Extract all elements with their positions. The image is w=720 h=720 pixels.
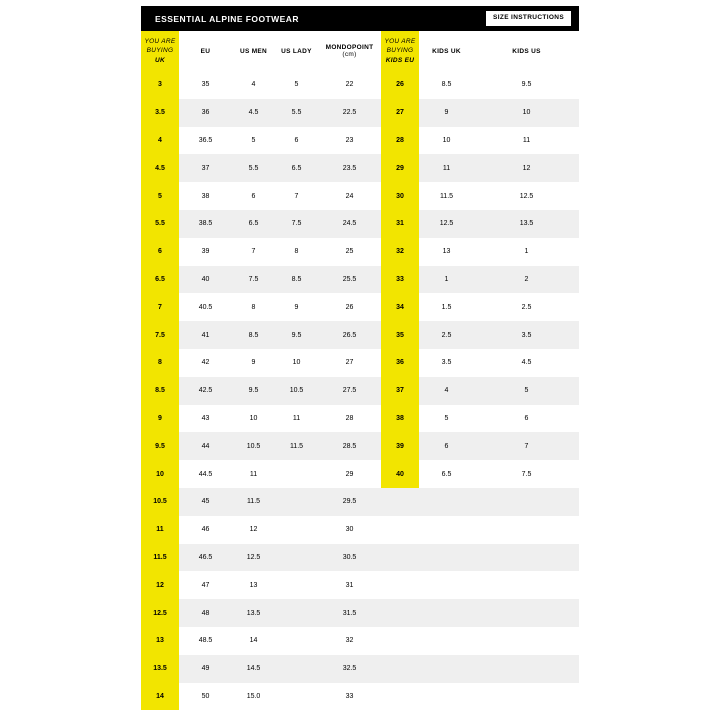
cell-uk: 14 — [141, 683, 179, 711]
cell-us_lady — [275, 599, 318, 627]
cell-eu: 46.5 — [179, 544, 232, 572]
cell-us_men: 12 — [232, 516, 275, 544]
table-row — [141, 71, 579, 99]
cell-us_men: 15.0 — [232, 683, 275, 711]
cell-us_lady: 9 — [275, 293, 318, 321]
cell-kids_eu: 30 — [381, 182, 419, 210]
cell-us_lady — [275, 627, 318, 655]
cell-kids_uk — [419, 544, 474, 572]
cell-us_lady: 6.5 — [275, 154, 318, 182]
cell-kids_uk — [419, 627, 474, 655]
cell-us_lady — [275, 544, 318, 572]
cell-us_lady: 11.5 — [275, 432, 318, 460]
cell-eu: 37 — [179, 154, 232, 182]
table-row — [141, 544, 579, 572]
cell-kids_eu — [381, 599, 419, 627]
table-row — [141, 293, 579, 321]
cell-kids_us: 7.5 — [474, 460, 579, 488]
cell-kids_uk: 6.5 — [419, 460, 474, 488]
cell-kids_eu — [381, 655, 419, 683]
cell-eu: 47 — [179, 571, 232, 599]
table-row — [141, 405, 579, 433]
cell-uk: 10 — [141, 460, 179, 488]
cell-us_men: 10.5 — [232, 432, 275, 460]
cell-kids_us: 6 — [474, 405, 579, 433]
cell-us_men: 11 — [232, 460, 275, 488]
cell-mondo: 24 — [318, 182, 381, 210]
cell-eu: 35 — [179, 71, 232, 99]
cell-mondo: 23.5 — [318, 154, 381, 182]
cell-mondo: 22.5 — [318, 99, 381, 127]
cell-eu: 40.5 — [179, 293, 232, 321]
cell-mondo: 24.5 — [318, 210, 381, 238]
cell-kids_us: 2 — [474, 266, 579, 294]
cell-uk: 5 — [141, 182, 179, 210]
cell-us_men: 5.5 — [232, 154, 275, 182]
cell-us_men: 4.5 — [232, 99, 275, 127]
cell-eu: 46 — [179, 516, 232, 544]
cell-kids_uk: 11.5 — [419, 182, 474, 210]
cell-uk: 8.5 — [141, 377, 179, 405]
cell-uk: 11.5 — [141, 544, 179, 572]
cell-us_men: 7 — [232, 238, 275, 266]
cell-kids_eu — [381, 627, 419, 655]
cell-eu: 48 — [179, 599, 232, 627]
table-row — [141, 460, 579, 488]
cell-kids_us — [474, 683, 579, 711]
cell-mondo: 30.5 — [318, 544, 381, 572]
cell-us_men: 14 — [232, 627, 275, 655]
cell-kids_uk — [419, 655, 474, 683]
cell-us_lady: 7.5 — [275, 210, 318, 238]
cell-us_men: 11.5 — [232, 488, 275, 516]
cell-kids_us: 7 — [474, 432, 579, 460]
cell-kids_us — [474, 516, 579, 544]
cell-eu: 43 — [179, 405, 232, 433]
table-row — [141, 349, 579, 377]
cell-mondo: 22 — [318, 71, 381, 99]
cell-kids_us — [474, 544, 579, 572]
cell-uk: 12 — [141, 571, 179, 599]
cell-uk: 12.5 — [141, 599, 179, 627]
cell-uk: 6.5 — [141, 266, 179, 294]
cell-mondo: 29.5 — [318, 488, 381, 516]
cell-kids_uk — [419, 599, 474, 627]
cell-kids_eu: 26 — [381, 71, 419, 99]
cell-mondo: 26.5 — [318, 321, 381, 349]
cell-kids_eu — [381, 683, 419, 711]
cell-kids_eu: 29 — [381, 154, 419, 182]
cell-us_men: 13 — [232, 571, 275, 599]
table-row — [141, 266, 579, 294]
cell-uk: 6 — [141, 238, 179, 266]
cell-mondo: 25.5 — [318, 266, 381, 294]
table-row — [141, 599, 579, 627]
cell-kids_eu: 33 — [381, 266, 419, 294]
cell-uk: 8 — [141, 349, 179, 377]
cell-us_lady — [275, 516, 318, 544]
cell-eu: 44 — [179, 432, 232, 460]
table-row — [141, 182, 579, 210]
cell-mondo: 31 — [318, 571, 381, 599]
cell-kids_uk — [419, 488, 474, 516]
cell-eu: 39 — [179, 238, 232, 266]
cell-mondo: 27 — [318, 349, 381, 377]
cell-kids_us: 10 — [474, 99, 579, 127]
table-row — [141, 99, 579, 127]
cell-kids_eu: 38 — [381, 405, 419, 433]
cell-kids_eu: 28 — [381, 127, 419, 155]
column-header-mondo: MONDOPOINT (cm) — [318, 31, 381, 71]
cell-us_lady: 10.5 — [275, 377, 318, 405]
cell-mondo: 31.5 — [318, 599, 381, 627]
cell-kids_uk: 1.5 — [419, 293, 474, 321]
cell-kids_eu — [381, 544, 419, 572]
cell-mondo: 30 — [318, 516, 381, 544]
cell-kids_eu: 27 — [381, 99, 419, 127]
cell-uk: 10.5 — [141, 488, 179, 516]
cell-kids_eu: 31 — [381, 210, 419, 238]
cell-uk: 4.5 — [141, 154, 179, 182]
cell-kids_us: 5 — [474, 377, 579, 405]
cell-uk: 4 — [141, 127, 179, 155]
cell-mondo: 32 — [318, 627, 381, 655]
cell-mondo: 33 — [318, 683, 381, 711]
table-row — [141, 683, 579, 711]
cell-kids_uk: 2.5 — [419, 321, 474, 349]
cell-kids_us — [474, 627, 579, 655]
cell-uk: 11 — [141, 516, 179, 544]
column-header-uk: YOU ARE BUYING UK — [141, 31, 179, 71]
cell-kids_uk: 5 — [419, 405, 474, 433]
cell-eu: 41 — [179, 321, 232, 349]
cell-eu: 38.5 — [179, 210, 232, 238]
column-header-kids_eu: YOU ARE BUYING KIDS EU — [381, 31, 419, 71]
cell-mondo: 26 — [318, 293, 381, 321]
table-row — [141, 571, 579, 599]
cell-uk: 3 — [141, 71, 179, 99]
cell-kids_uk: 10 — [419, 127, 474, 155]
cell-kids_eu: 32 — [381, 238, 419, 266]
size-chart-sheet — [141, 6, 579, 710]
cell-kids_eu: 37 — [381, 377, 419, 405]
cell-kids_uk — [419, 571, 474, 599]
cell-eu: 44.5 — [179, 460, 232, 488]
cell-mondo: 32.5 — [318, 655, 381, 683]
cell-uk: 5.5 — [141, 210, 179, 238]
cell-eu: 36.5 — [179, 127, 232, 155]
cell-kids_uk — [419, 683, 474, 711]
cell-kids_us: 9.5 — [474, 71, 579, 99]
cell-kids_uk: 1 — [419, 266, 474, 294]
cell-kids_eu: 39 — [381, 432, 419, 460]
cell-us_men: 6.5 — [232, 210, 275, 238]
cell-kids_uk: 3.5 — [419, 349, 474, 377]
cell-eu: 42.5 — [179, 377, 232, 405]
cell-kids_us: 12.5 — [474, 182, 579, 210]
cell-eu: 50 — [179, 683, 232, 711]
cell-kids_uk: 6 — [419, 432, 474, 460]
cell-kids_us: 12 — [474, 154, 579, 182]
cell-us_men: 9 — [232, 349, 275, 377]
cell-kids_us: 1 — [474, 238, 579, 266]
cell-uk: 13.5 — [141, 655, 179, 683]
cell-eu: 49 — [179, 655, 232, 683]
cell-us_lady: 7 — [275, 182, 318, 210]
cell-kids_eu — [381, 488, 419, 516]
column-header-kids_uk: KIDS UK — [419, 31, 474, 71]
cell-us_lady — [275, 683, 318, 711]
cell-eu: 48.5 — [179, 627, 232, 655]
column-header-us_lady: US LADY — [275, 31, 318, 71]
cell-us_men: 8.5 — [232, 321, 275, 349]
cell-us_lady: 9.5 — [275, 321, 318, 349]
cell-kids_us: 3.5 — [474, 321, 579, 349]
table-row — [141, 321, 579, 349]
cell-uk: 9 — [141, 405, 179, 433]
cell-kids_us — [474, 571, 579, 599]
cell-us_lady: 5 — [275, 71, 318, 99]
cell-us_lady — [275, 571, 318, 599]
column-header-eu: EU — [179, 31, 232, 71]
cell-us_men: 8 — [232, 293, 275, 321]
cell-us_lady: 10 — [275, 349, 318, 377]
cell-uk: 13 — [141, 627, 179, 655]
cell-eu: 42 — [179, 349, 232, 377]
cell-kids_uk: 11 — [419, 154, 474, 182]
column-header-kids_us: KIDS US — [474, 31, 579, 71]
cell-us_men: 7.5 — [232, 266, 275, 294]
cell-mondo: 28 — [318, 405, 381, 433]
cell-us_men: 14.5 — [232, 655, 275, 683]
cell-eu: 45 — [179, 488, 232, 516]
table-row — [141, 655, 579, 683]
table-row — [141, 377, 579, 405]
cell-eu: 38 — [179, 182, 232, 210]
column-header-us_men: US MEN — [232, 31, 275, 71]
table-row — [141, 432, 579, 460]
table-body — [141, 71, 579, 710]
table-row — [141, 627, 579, 655]
cell-us_men: 6 — [232, 182, 275, 210]
cell-us_men: 9.5 — [232, 377, 275, 405]
cell-us_lady: 11 — [275, 405, 318, 433]
cell-us_lady — [275, 488, 318, 516]
cell-kids_us — [474, 599, 579, 627]
cell-uk: 9.5 — [141, 432, 179, 460]
cell-us_lady: 8.5 — [275, 266, 318, 294]
table-row — [141, 154, 579, 182]
cell-us_lady: 6 — [275, 127, 318, 155]
cell-us_men: 10 — [232, 405, 275, 433]
cell-kids_uk: 9 — [419, 99, 474, 127]
cell-kids_us: 11 — [474, 127, 579, 155]
cell-kids_eu: 34 — [381, 293, 419, 321]
cell-kids_uk — [419, 516, 474, 544]
table-row — [141, 127, 579, 155]
chart-header — [141, 6, 579, 31]
cell-us_lady — [275, 460, 318, 488]
table-row — [141, 238, 579, 266]
cell-kids_uk: 4 — [419, 377, 474, 405]
cell-us_men: 13.5 — [232, 599, 275, 627]
table-header-row — [141, 31, 579, 71]
cell-kids_eu: 40 — [381, 460, 419, 488]
cell-uk: 3.5 — [141, 99, 179, 127]
cell-eu: 40 — [179, 266, 232, 294]
cell-kids_uk: 12.5 — [419, 210, 474, 238]
cell-us_lady — [275, 655, 318, 683]
cell-us_men: 5 — [232, 127, 275, 155]
cell-mondo: 27.5 — [318, 377, 381, 405]
cell-us_lady: 5.5 — [275, 99, 318, 127]
cell-us_lady: 8 — [275, 238, 318, 266]
cell-us_men: 12.5 — [232, 544, 275, 572]
table-row — [141, 210, 579, 238]
cell-uk: 7.5 — [141, 321, 179, 349]
cell-kids_us: 2.5 — [474, 293, 579, 321]
cell-kids_us — [474, 655, 579, 683]
cell-kids_us: 13.5 — [474, 210, 579, 238]
table-row — [141, 488, 579, 516]
cell-uk: 7 — [141, 293, 179, 321]
cell-mondo: 25 — [318, 238, 381, 266]
table-row — [141, 516, 579, 544]
cell-eu: 36 — [179, 99, 232, 127]
page-title: ESSENTIAL ALPINE FOOTWEAR — [155, 13, 299, 24]
cell-kids_uk: 13 — [419, 238, 474, 266]
cell-kids_eu: 35 — [381, 321, 419, 349]
cell-mondo: 29 — [318, 460, 381, 488]
cell-kids_eu — [381, 571, 419, 599]
cell-kids_eu — [381, 516, 419, 544]
cell-us_men: 4 — [232, 71, 275, 99]
cell-kids_us: 4.5 — [474, 349, 579, 377]
cell-mondo: 23 — [318, 127, 381, 155]
cell-mondo: 28.5 — [318, 432, 381, 460]
cell-kids_eu: 36 — [381, 349, 419, 377]
cell-kids_uk: 8.5 — [419, 71, 474, 99]
size-instructions-button[interactable]: SIZE INSTRUCTIONS — [486, 11, 571, 26]
cell-kids_us — [474, 488, 579, 516]
size-conversion-table — [141, 31, 579, 710]
